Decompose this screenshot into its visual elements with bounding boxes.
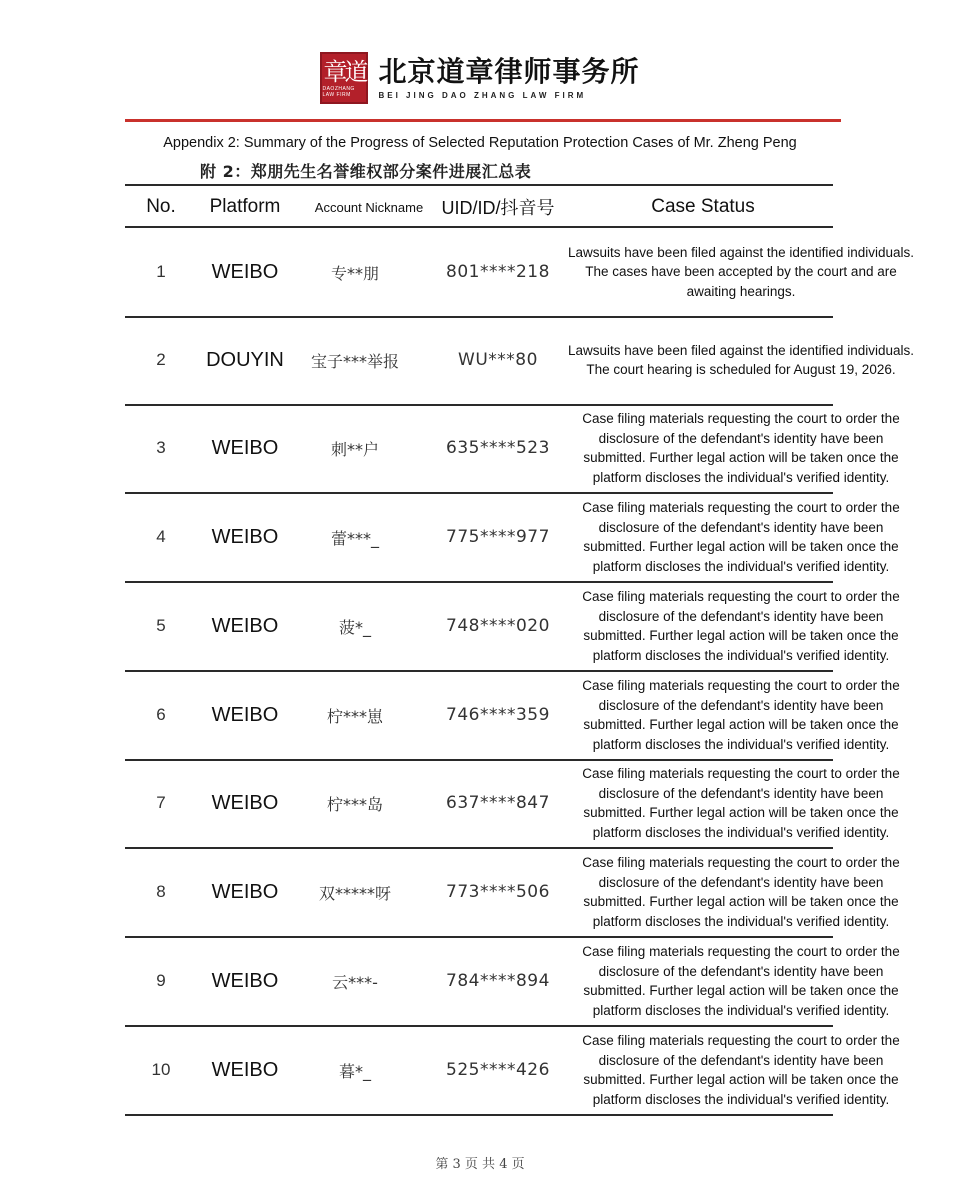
row-nickname: 柠***崽 — [326, 706, 383, 726]
document-title-cn: 附 2：郑朋先生名誉维权部分案件进展汇总表 — [200, 162, 532, 181]
header-platform: Platform — [209, 196, 281, 217]
seal-text: 章道 — [323, 57, 366, 86]
firm-name-block — [378, 56, 639, 100]
row-number: 8 — [156, 882, 166, 901]
firm-name-en: BEI JING DAO ZHANG LAW FIRM — [378, 91, 587, 100]
row-status: Case filing materials requesting the court to order the disclosure of the defendant's identity have been submitted. Further legal action will be taken once the platform discloses the individual's verified identity. — [582, 678, 900, 752]
row-platform: WEIBO — [211, 525, 279, 548]
row-uid: 637****847 — [446, 793, 550, 813]
row-status: Lawsuits have been filed against the identified individuals. The cases have been accepted by the court and are awaiting hearings. — [568, 244, 914, 299]
header-bottom-border — [125, 226, 833, 228]
row-uid: 748****020 — [446, 616, 550, 636]
seal-subtext: DAOZHANG LAW FIRM — [322, 85, 355, 98]
row-uid: 784****894 — [446, 971, 550, 991]
row-status: Lawsuits have been filed against the identified individuals. The court hearing is scheduled for August 19, 2026. — [568, 342, 914, 377]
row-number: 10 — [151, 1060, 171, 1079]
row-number: 1 — [156, 262, 166, 281]
row-platform: WEIBO — [211, 614, 279, 637]
row-platform: WEIBO — [211, 969, 279, 992]
firm-seal-logo — [320, 52, 368, 104]
row-status: Case filing materials requesting the court to order the disclosure of the defendant's identity have been submitted. Further legal action will be taken once the platform discloses the individual's verified identity. — [582, 766, 900, 840]
row-divider — [125, 1114, 833, 1116]
row-status: Case filing materials requesting the court to order the disclosure of the defendant's identity have been submitted. Further legal action will be taken once the platform discloses the individual's verified identity. — [582, 944, 900, 1018]
row-uid: 773****506 — [446, 882, 550, 902]
row-platform: WEIBO — [211, 791, 279, 814]
row-nickname: 柠***岛 — [326, 794, 383, 814]
row-number: 9 — [156, 971, 166, 990]
header-no: No. — [146, 196, 176, 217]
page-number: 第 3 页 共 4 页 — [435, 1157, 525, 1172]
row-nickname: 双*****呀 — [318, 883, 391, 903]
row-platform: DOUYIN — [206, 348, 284, 371]
row-platform: WEIBO — [211, 436, 279, 459]
row-nickname: 专**朋 — [330, 263, 379, 283]
row-number: 2 — [156, 350, 166, 369]
row-nickname: 宝子***举报 — [310, 351, 399, 371]
row-uid: 801****218 — [446, 262, 550, 282]
row-platform: WEIBO — [211, 260, 279, 283]
letterhead — [0, 48, 960, 108]
row-nickname: 云***- — [332, 972, 378, 992]
row-uid: WU***80 — [458, 350, 538, 370]
row-status: Case filing materials requesting the court to order the disclosure of the defendant's identity have been submitted. Further legal action will be taken once the platform discloses the individual's verified identity. — [582, 1033, 900, 1107]
row-number: 7 — [156, 793, 166, 812]
row-nickname: 蕾***_ — [330, 528, 379, 548]
row-number: 4 — [156, 527, 166, 546]
row-status: Case filing materials requesting the court to order the disclosure of the defendant's identity have been submitted. Further legal action will be taken once the platform discloses the individual's verified identity. — [582, 589, 900, 663]
row-platform: WEIBO — [211, 1058, 279, 1081]
header-uid: UID/ID/抖音号 — [441, 198, 555, 218]
row-uid: 635****523 — [446, 438, 550, 458]
row-nickname: 暮*_ — [338, 1061, 371, 1081]
row-number: 6 — [156, 705, 166, 724]
row-uid: 746****359 — [446, 705, 550, 725]
row-platform: WEIBO — [211, 880, 279, 903]
row-status: Case filing materials requesting the court to order the disclosure of the defendant's identity have been submitted. Further legal action will be taken once the platform discloses the individual's verified identity. — [582, 500, 900, 574]
firm-name-cn: 北京道章律师事务所 — [378, 55, 640, 88]
header-status: Case Status — [651, 196, 755, 217]
row-status: Case filing materials requesting the court to order the disclosure of the defendant's identity have been submitted. Further legal action will be taken once the platform discloses the individual's verified identity. — [582, 855, 900, 929]
row-number: 5 — [156, 616, 166, 635]
document-title-en: Appendix 2: Summary of the Progress of Selected Reputation Protection Cases of Mr. Zheng Peng — [163, 135, 797, 151]
letterhead-divider — [125, 119, 841, 122]
row-uid: 525****426 — [446, 1060, 550, 1080]
row-nickname: 刺**户 — [330, 439, 379, 459]
table-top-border — [125, 184, 833, 186]
row-status: Case filing materials requesting the court to order the disclosure of the defendant's identity have been submitted. Further legal action will be taken once the platform discloses the individual's verified identity. — [582, 411, 900, 485]
row-uid: 775****977 — [446, 527, 550, 547]
header-nickname: Account Nickname — [314, 199, 424, 215]
row-number: 3 — [156, 438, 166, 457]
row-platform: WEIBO — [211, 703, 279, 726]
row-nickname: 菠*_ — [338, 617, 371, 637]
